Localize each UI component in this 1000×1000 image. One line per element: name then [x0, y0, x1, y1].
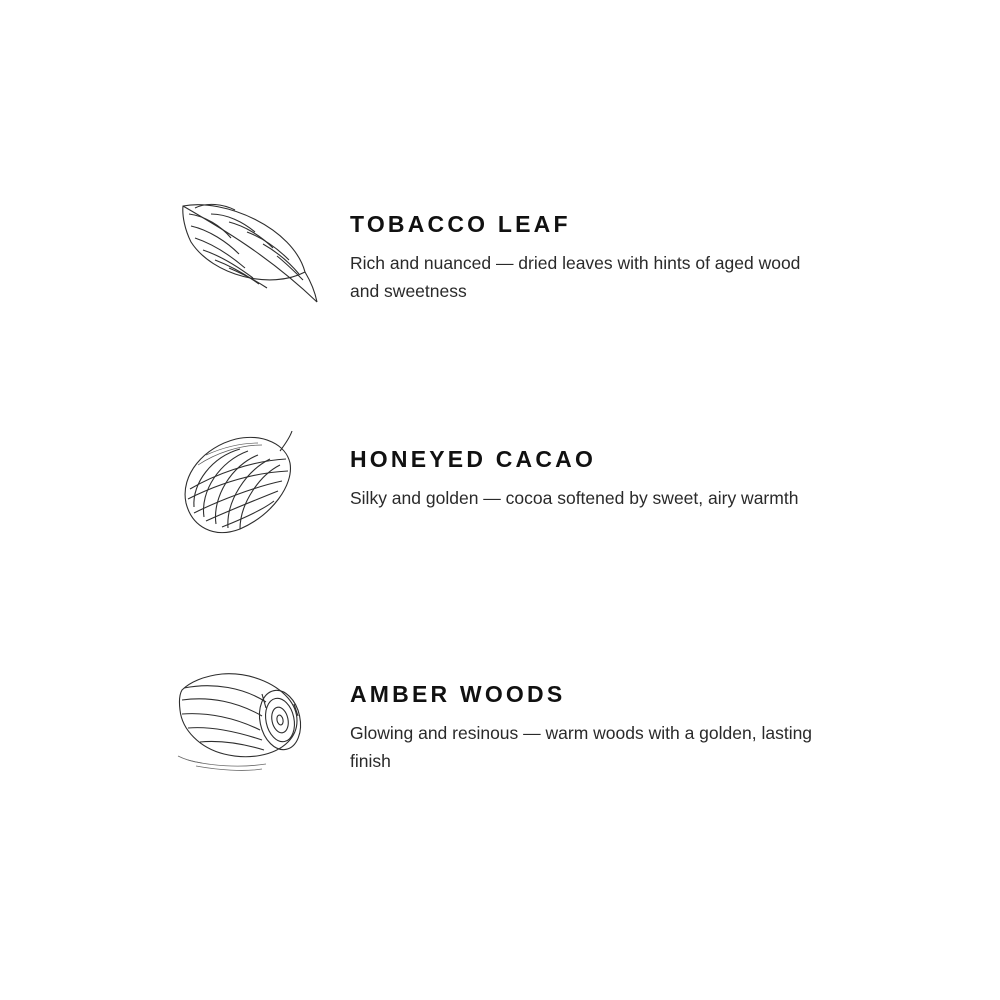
note-description: Glowing and resinous — warm woods with a golden, lasting finish [350, 723, 813, 772]
note-text-block [350, 425, 1000, 512]
list-item [0, 660, 1000, 895]
note-title: HONEYED CACAO [350, 446, 597, 472]
cacao-pod-icon [150, 425, 340, 547]
list-item [0, 425, 1000, 660]
note-text-block [350, 660, 1000, 775]
note-description: Silky and golden — cocoa softened by sweet, airy warmth [350, 488, 799, 509]
note-title: AMBER WOODS [350, 681, 566, 707]
note-description: Rich and nuanced — dried leaves with hints of aged wood and sweetness [350, 253, 801, 302]
note-text-block [350, 190, 1000, 305]
tobacco-leaf-icon [150, 190, 340, 314]
notes-list [0, 190, 1000, 895]
note-title: TOBACCO LEAF [350, 211, 571, 237]
wood-log-icon [150, 660, 340, 782]
list-item [0, 190, 1000, 425]
